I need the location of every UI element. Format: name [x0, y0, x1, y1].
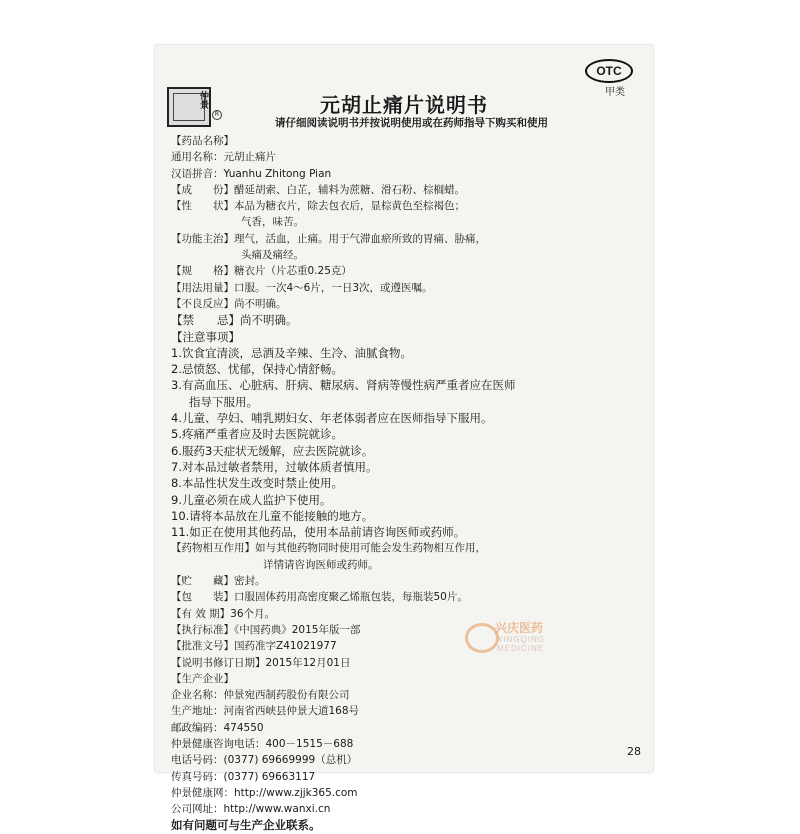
precaution-item: 4.儿童、孕妇、哺乳期妇女、年老体弱者应在医师指导下服用。 [171, 411, 493, 426]
pinyin-name: 汉语拼音：Yuanhu Zhitong Pian [171, 167, 332, 180]
postal-code: 邮政编码：474550 [171, 721, 264, 734]
section-drug-name: 【药品名称】 [171, 135, 234, 147]
revision-date: 【说明书修订日期】2015年12月01日 [171, 656, 351, 669]
company-address: 生产地址：河南省西峡县仲景大道168号 [171, 705, 360, 718]
leaflet-body [171, 133, 641, 834]
generic-name: 通用名称：元胡止痛片 [171, 151, 276, 164]
dosage: 【用法用量】口服。一次4～6片，一日3次，或遵医嘱。 [171, 281, 433, 294]
precaution-item: 3.有高血压、心脏病、肝病、糖尿病、肾病等慢性病严重者应在医师 [171, 378, 516, 393]
section-manufacturer: 【生产企业】 [171, 672, 234, 685]
precaution-item: 5.疼痛严重者应及时去医院就诊。 [171, 427, 343, 442]
contact-note: 如有问题可与生产企业联系。 [171, 818, 321, 833]
drug-interactions: 【药物相互作用】如与其他药物同时使用可能会发生药物相互作用， [171, 542, 486, 555]
watermark-en-text: XINGQING [497, 635, 546, 644]
appearance: 【性 状】本品为糖衣片，除去包衣后，显棕黄色至棕褐色； [171, 200, 465, 213]
watermark-logo [463, 619, 563, 653]
section-precautions: 【注意事项】 [171, 329, 240, 344]
precaution-item: 10.请将本品放在儿童不能接触的地方。 [171, 508, 374, 523]
precaution-item-cont: 指导下服用。 [189, 394, 258, 409]
indications: 【功能主治】理气，活血，止痛。用于气滞血瘀所致的胃痛、胁痛， [171, 232, 486, 245]
otc-class-label: 甲类 [605, 87, 625, 98]
logo-text: 仲景 [198, 91, 208, 109]
company-website: 公司网址：http://www.wanxi.cn [171, 803, 331, 816]
document-subtitle: 请仔细阅读说明书并按说明使用或在药师指导下购买和使用 [275, 117, 548, 129]
indications-cont: 头痛及痛经。 [241, 249, 304, 262]
precaution-item: 9.儿童必须在成人监护下使用。 [171, 492, 332, 507]
phone-number: 电话号码：(0377) 69669999（总机） [171, 754, 358, 767]
approval-number: 【批准文号】国药准字Z41021977 [171, 640, 337, 653]
watermark-en-text: MEDICINE [497, 644, 545, 653]
page-number: 28 [627, 745, 641, 758]
precaution-item: 1.饮食宜清淡，忌酒及辛辣、生冷、油腻食物。 [171, 345, 412, 360]
health-website: 仲景健康网：http://www.zjjk365.com [171, 786, 358, 799]
precaution-item: 2.忌愤怒、忧郁，保持心情舒畅。 [171, 362, 343, 377]
registered-mark-icon: R [212, 110, 222, 120]
precaution-item: 6.服药3天症状无缓解，应去医院就诊。 [171, 443, 374, 458]
appearance-cont: 气香，味苦。 [241, 216, 304, 229]
company-name: 企业名称：仲景宛西制药股份有限公司 [171, 689, 350, 702]
shelf-life: 【有 效 期】36个月。 [171, 607, 276, 620]
document-title: 元胡止痛片说明书 [320, 93, 488, 117]
drug-interactions-cont: 详情请咨询医师或药师。 [263, 558, 379, 571]
precaution-item: 7.对本品过敏者禁用，过敏体质者慎用。 [171, 459, 378, 474]
health-hotline: 仲景健康咨询电话：400－1515－688 [171, 737, 354, 750]
otc-badge: OTC [585, 59, 633, 83]
precaution-item: 11.如正在使用其他药品，使用本品前请咨询医师或药师。 [171, 525, 466, 540]
ingredients: 【成 份】醋延胡索、白芷，辅料为蔗糖、滑石粉、棕榈蜡。 [171, 183, 465, 196]
fax-number: 传真号码：(0377) 69663117 [171, 770, 316, 783]
contraindications: 【禁 忌】尚不明确。 [171, 313, 298, 328]
leaflet-sheet [155, 45, 653, 833]
watermark-cn-text: 兴庆医药 [495, 621, 544, 635]
specification: 【规 格】糖衣片（片芯重0.25克） [171, 265, 352, 278]
precaution-item: 8.本品性状发生改变时禁止使用。 [171, 476, 343, 491]
storage: 【贮 藏】密封。 [171, 575, 266, 588]
packaging: 【包 装】口服固体药用高密度聚乙烯瓶包装，每瓶装50片。 [171, 591, 468, 604]
adverse-reactions: 【不良反应】尚不明确。 [171, 297, 287, 310]
standard: 【执行标准】《中国药典》2015年版一部 [171, 623, 361, 636]
watermark-swirl-icon [465, 623, 499, 653]
